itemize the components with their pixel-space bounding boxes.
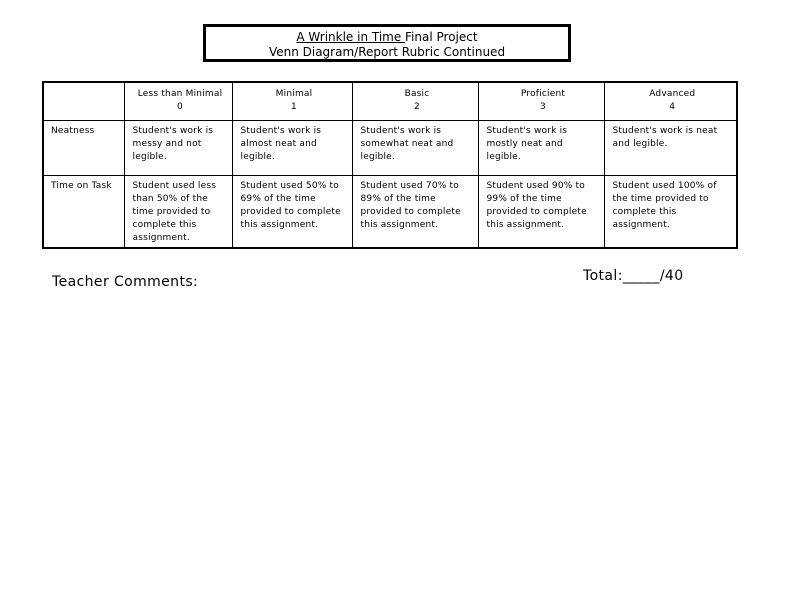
level-header-cell [232,82,352,121]
level-score: 3 [540,102,546,112]
rubric-cell: Student's work is mostly neat and legible. [478,121,604,176]
project-label: Final Project [405,30,478,44]
level-header-cell [124,82,232,121]
level-name: Proficient [520,89,566,99]
title-line-2: Venn Diagram/Report Rubric Continued [268,45,506,59]
level-name: Less than Minimal [137,89,223,99]
rubric-row-neatness [43,121,737,176]
rubric-row-time-on-task [43,176,737,249]
rubric-corner-cell [43,82,124,121]
level-header-cell [604,82,737,121]
level-score: 2 [414,102,420,112]
level-header-cell [352,82,478,121]
teacher-comments-label: Teacher Comments: [52,274,199,290]
criterion-label: Time on Task [43,176,124,249]
book-title: A Wrinkle in Time [296,30,406,44]
rubric-table [42,81,738,249]
rubric-cell: Student's work is messy and not legible. [124,121,232,176]
level-name: Advanced [649,89,696,99]
level-name: Minimal [275,89,313,99]
criterion-label: Neatness [43,121,124,176]
level-score: 1 [291,102,297,112]
rubric-cell: Student's work is almost neat and legible. [232,121,352,176]
level-score: 4 [669,102,676,112]
level-header-cell [478,82,604,121]
total-score-label: Total:_____/40 [583,268,684,284]
level-score: 0 [177,102,183,112]
rubric-cell: Student's work is neat and legible. [604,121,737,176]
rubric-cell: Student used 70% to 89% of the time provided to complete this assignment. [352,176,478,249]
title-box [203,24,571,62]
rubric-cell: Student used 50% to 69% of the time provided to complete this assignment. [232,176,352,249]
rubric-cell: Student used less than 50% of the time provided to complete this assignment. [124,176,232,249]
rubric-cell: Student used 100% of the time provided to complete this assignment. [604,176,737,249]
rubric-cell: Student used 90% to 99% of the time provided to complete this assignment. [478,176,604,249]
rubric-header-row [43,82,737,121]
rubric-cell: Student's work is somewhat neat and legible. [352,121,478,176]
title-line-1 [206,30,568,45]
level-name: Basic [404,89,430,99]
